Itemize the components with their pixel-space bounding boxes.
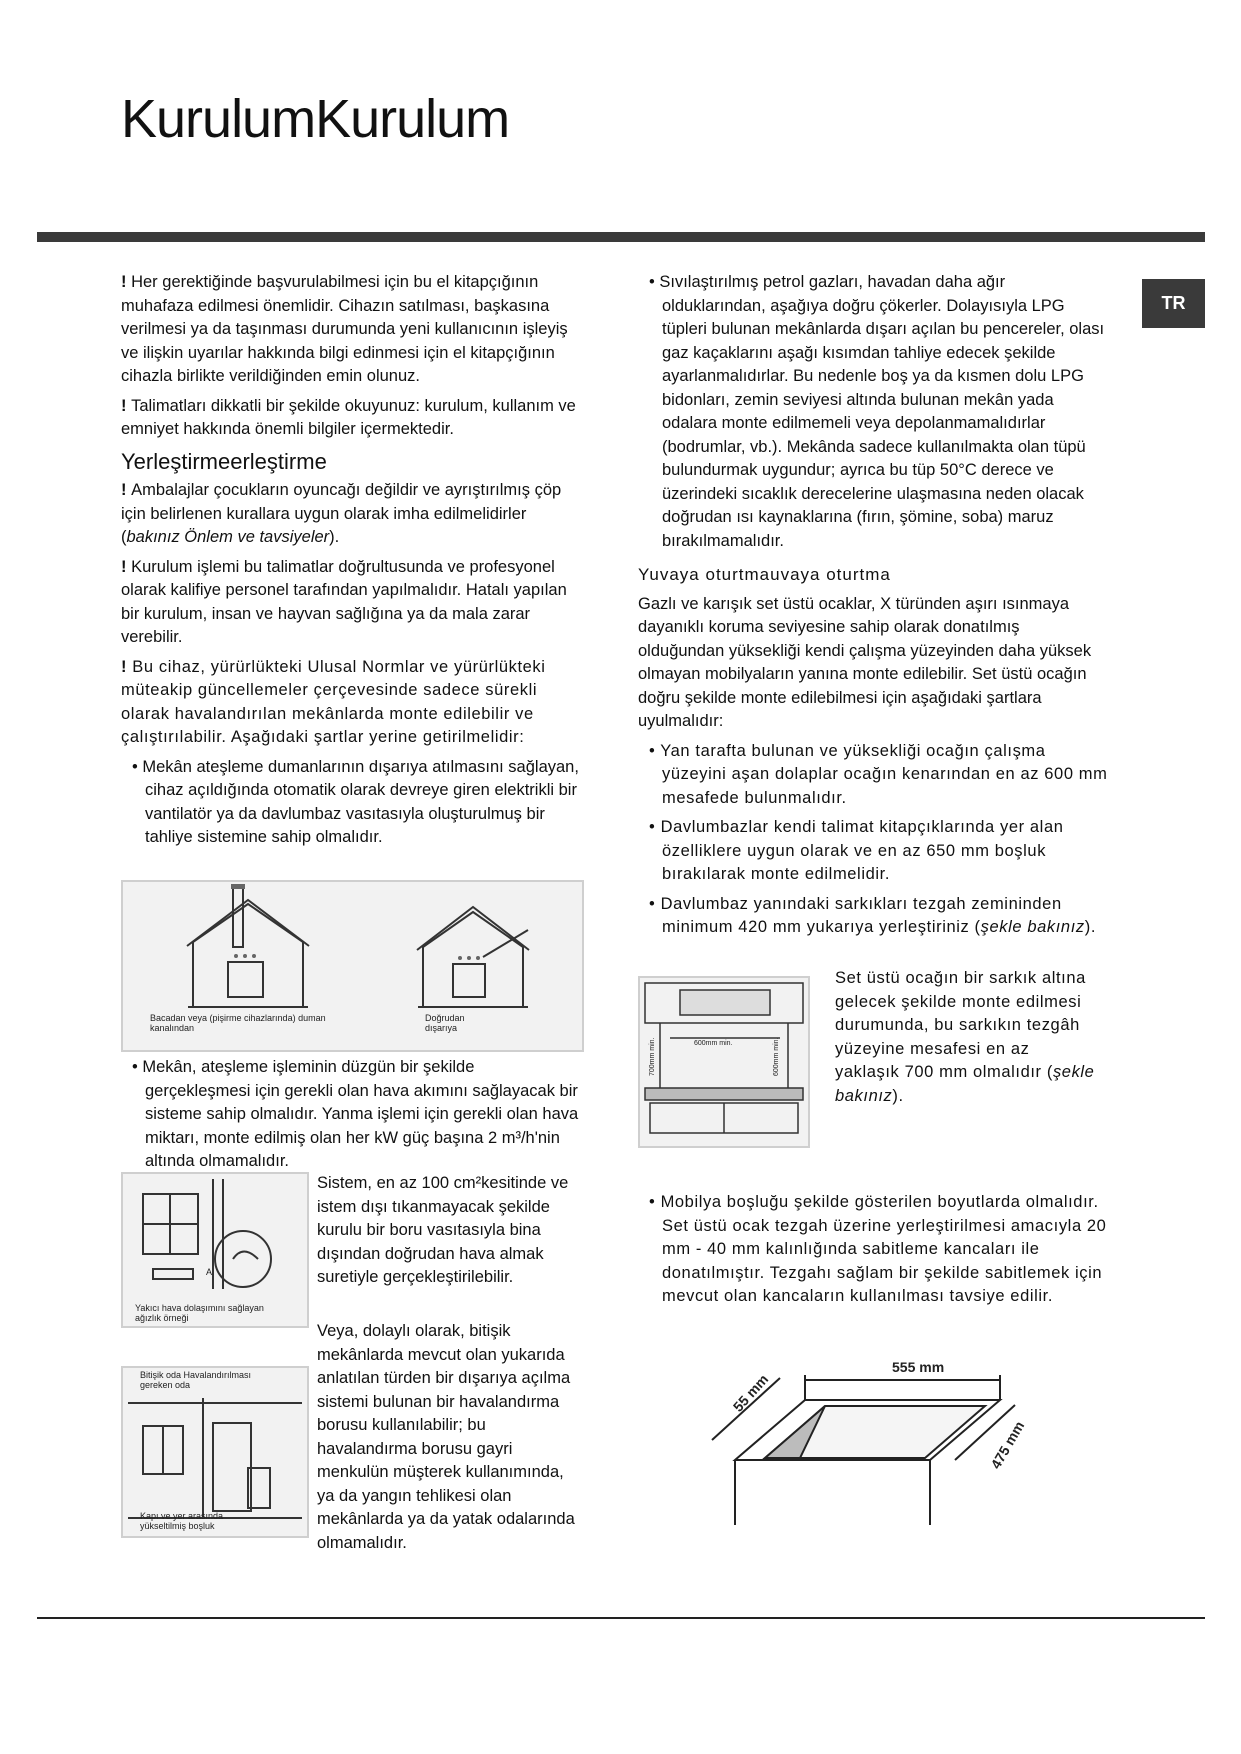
bullet-lpg-warning: • Sıvılaştırılmış petrol gazları, havadan daha ağır olduklarından, aşağıya doğru çökerler. Dolayısıyla LPG tüpleri bulunan mekânlarda dışarı açılan bu pencereler, olası gaz kaçaklarını aşağı kısımdan tahliye edecek şekilde ayarlanmalıdırlar. Bu nedenle boş ya da kısmen dolu LPG bidonları, zemin seviyesi altında bulunan mekân yada odalara monte edilmemeli veya depolanmamalıdırlar (bodrumlar, vb.). Mekânda sadece kullanılmakta olan tüpü bulundurmak uygundur; ayrıca bu tüp 50°C derece ve üzerindeki sıcaklık derecelerine ulaşmasına neden olacak doğrudan ısı kaynaklarına (fırın, şömine, soba) maruz bırakılmamalıdır. xyxy=(649,273,1105,550)
right-column xyxy=(638,271,1108,946)
dimension-55mm: 55 mm xyxy=(729,1371,772,1415)
cabinet-label-left-height: 700mm min. xyxy=(649,1037,656,1076)
paragraph-direct-air: Sistem, en az 100 cm²kesitinde ve istem dışı tıkanmayacak şekilde kurulu bir boru vasıtasıyla bina dışından doğrudan hava almak suretiyle gerçekleştirilebilir. xyxy=(317,1174,569,1286)
warning-packaging: ! Ambalajlar çocukların oyuncağı değildir ve ayrıştırılmış çöp için belirlenen kurallara uygun olarak imha edilmelidirler (bakınız Önlem ve tavsiyeler). xyxy=(121,481,562,546)
bullet-side-cabinets: • Yan tarafta bulunan ve yüksekliği ocağın çalışma yüzeyini aşan dolaplar ocağın kenarından en az 600 mm mesafede bulunmalıdır. xyxy=(649,741,1108,807)
warning-professional-install: ! Kurulum işlemi bu talimatlar doğrultusunda ve profesyonel olarak kalifiye personel tarafından yapılmalıdır. Hatalı yapılan bir kurulum, insan ve hayvan sağlığına ya da mala zarar verebilir. xyxy=(121,557,567,646)
dimension-555mm: 555 mm xyxy=(892,1359,945,1375)
warning-ventilated-rooms: ! Bu cihaz, yürürlükteki Ulusal Normlar ve yürürlükteki müteakip güncellemeler çerçevesinde sadece sürekli olarak havalandırılan mekânlarda monte edilebilir ve çalıştırılabilir. Aşağıdaki şartlar yerine getirilmelidir: xyxy=(121,657,546,746)
header-rule xyxy=(37,232,1205,242)
cabinet-label-width: 600mm min. xyxy=(694,1040,733,1047)
language-tab: TR xyxy=(1142,279,1205,328)
figure1-caption-chimney: Bacadan veya (pişirme cihazlarında) duman kanalından xyxy=(150,1013,326,1033)
figure3-caption-bottom: Kapı ve yer arasında yükseltilmiş boşluk xyxy=(140,1511,224,1531)
bullet-cutout-dimensions-block xyxy=(638,1191,1108,1315)
figure2-caption: Yakıcı hava dolaşımını sağlayan ağızlık örneği xyxy=(135,1303,264,1323)
figure1-caption-direct: Doğrudan dışarıya xyxy=(425,1013,465,1033)
cabinet-diagram xyxy=(640,978,808,1146)
cabinet-label-right-height: 600mm min. xyxy=(773,1037,780,1076)
figure3-caption-top: Bitişik oda Havalandırılması gereken oda xyxy=(140,1370,252,1390)
bullet-wall-cabinets: • Davlumbaz yanındaki sarkıkları tezgah zemininden minimum 420 mm yukarıya yerleştiriniz (şekle bakınız). xyxy=(649,894,1097,936)
paragraph-fitting-intro: Gazlı ve karışık set üstü ocaklar, X türünden aşırı ısınmaya dayanıklı koruma seviyesine sahip olarak donatılmış olduğundan yüksekliği kendi çalışma yüzeyinden daha yüksek olmayan mobilyaların yanına monte edilebilir. Set üstü ocağın doğru şekilde monte edilebilmesi için aşağıdaki şartlara uyulmalıdır: xyxy=(638,594,1092,730)
figure-cabinet-clearance xyxy=(638,976,810,1148)
paragraph-hanging-cabinet: Set üstü ocağın bir sarkık altına gelecek şekilde monte edilmesi durumunda, bu sarkıkın tezgâh yüzeyine mesafesi en az yaklaşık 700 mm olmalıdır (şekle bakınız). xyxy=(835,969,1095,1105)
dimension-475mm: 475 mm xyxy=(987,1418,1028,1472)
warning-keep-manual: ! Her gerektiğinde başvurulabilmesi için bu el kitapçığının muhafaza edilmesi önemlidir. Cihazın satılması, başkasına verilmesi ya da taşınması durumunda yeni kullanıcının işleyiş ve ilişkin uyarılar hakkında bilgi edinmesi için el kitapçığının cihazla birlikte verildiğinden emin olunuz. xyxy=(121,273,568,385)
figure-cutout-dimensions xyxy=(700,1340,1050,1540)
section-heading-fitting: Yuvaya oturtmauvaya oturtma xyxy=(638,565,891,584)
bullet-hoods: • Davlumbazlar kendi talimat kitapçıklarında yer alan özelliklere uygun olarak ve en az 650 mm boşluk bırakılarak monte edilmelidir. xyxy=(649,818,1064,883)
bullet-air-flow: • Mekân, ateşleme işleminin düzgün bir şekilde gerçekleşmesi için gerekli olan hava akımını sağlayacak bir sisteme sahip olmalıdır. Yanma işlemi için gerekli olan hava miktarı, monte edilmiş olan her kW güç başına 2 m³/h'nin altında olmamalıdır. xyxy=(132,1058,579,1170)
left-column xyxy=(121,271,586,856)
section-heading-placement: Yerleştirmeerleştirme xyxy=(121,448,327,474)
figure2-label-a: A xyxy=(206,1267,213,1277)
bullet-exhaust-system: • Mekân ateşleme dumanlarının dışarıya atılmasını sağlayan, cihaz açıldığında otomatik olarak devreye giren elektrikli bir vantilatör ya da davlumbaz vasıtasıyla oluşturulmuş bir tahliye sistemine sahip olmalıdır. xyxy=(132,757,579,846)
paragraph-indirect-air: Veya, dolaylı olarak, bitişik mekânlarda mevcut olan yukarıda anlatılan türden bir dışarıya açılma sistemi bulunan bir havalandırma borusu kullanılabilir; bu havalandırma borusu gayri menkulün müşterek kullanımında, ya da yangın tehlikesi olan mekânlarda ya da yatak odalarında olmamalıdır. xyxy=(317,1322,575,1552)
page-title: KurulumKurulum xyxy=(121,89,510,149)
warning-read-instructions: ! Talimatları dikkatli bir şekilde okuyunuz: kurulum, kullanım ve emniyet hakkında önemli bilgiler içermektedir. xyxy=(121,396,576,438)
footer-rule xyxy=(37,1617,1205,1619)
bullet-cutout-dimensions: • Mobilya boşluğu şekilde gösterilen boyutlarda olmalıdır. Set üstü ocak tezgah üzerine yerleştirilmesi amacıyla 20 mm - 40 mm kalınlığında sabitleme kancaları ile donatılmıştır. Tezgahı sağlam bir şekilde sabitlemek için mevcut olan kancaların kullanılması tavsiye edilir. xyxy=(649,1193,1107,1305)
